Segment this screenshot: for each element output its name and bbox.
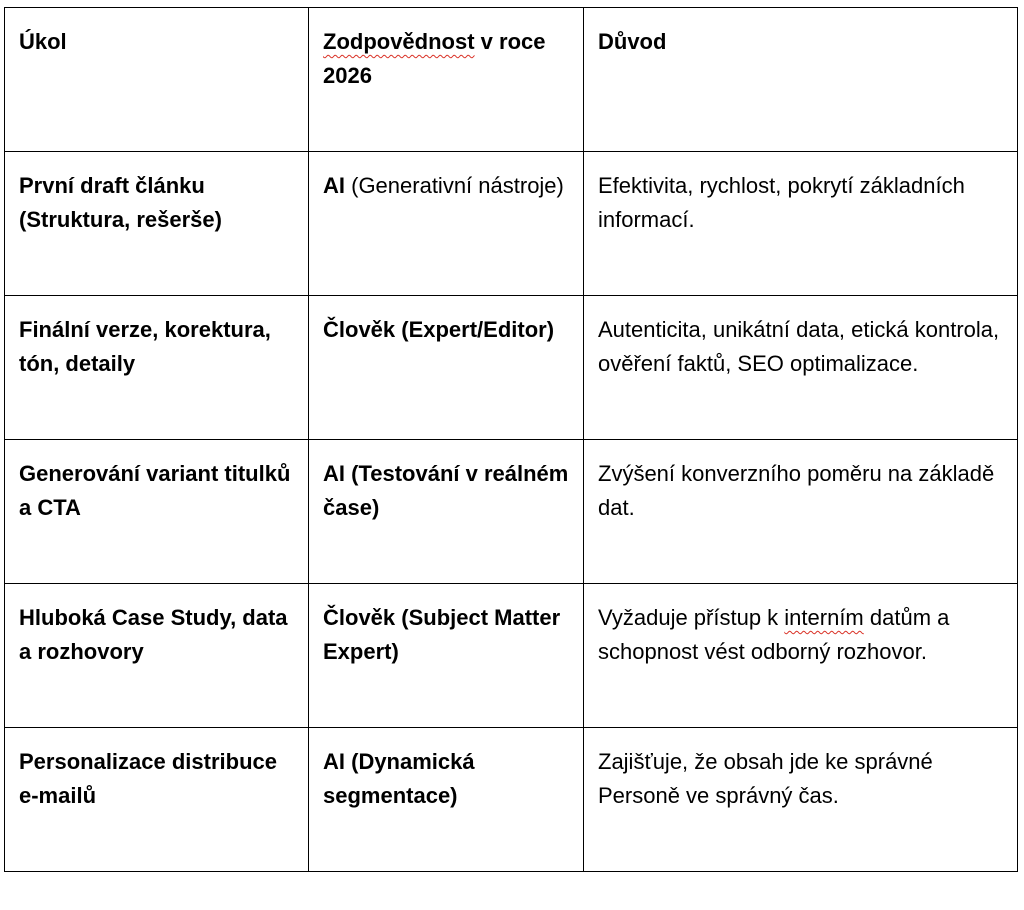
cell-task[interactable]: První draft článku (Struktura, rešerše): [5, 152, 309, 296]
cell-reason[interactable]: Zajišťuje, že obsah jde ke správné Personě ve správný čas.: [584, 728, 1018, 872]
cell-responsibility[interactable]: Člověk (Subject Matter Expert): [309, 584, 584, 728]
table-row: [5, 584, 1018, 728]
cell-responsibility[interactable]: AI (Dynamická segmentace): [309, 728, 584, 872]
table-row: [5, 728, 1018, 872]
header-responsibility[interactable]: Zodpovědnost v roce 2026: [309, 8, 584, 152]
spellcheck-word[interactable]: Zodpovědnost: [323, 29, 475, 54]
table-row: [5, 296, 1018, 440]
cell-reason[interactable]: Vyžaduje přístup k interním datům a schopnost vést odborný rozhovor.: [584, 584, 1018, 728]
table-header-row: [5, 8, 1018, 152]
cell-responsibility[interactable]: AI (Testování v reálném čase): [309, 440, 584, 584]
cell-task[interactable]: Generování variant titulků a CTA: [5, 440, 309, 584]
responsibility-table: [4, 7, 1018, 872]
table-row: [5, 152, 1018, 296]
spellcheck-word[interactable]: interním: [784, 605, 864, 630]
cell-reason[interactable]: Zvýšení konverzního poměru na základě dat.: [584, 440, 1018, 584]
cell-reason[interactable]: Autenticita, unikátní data, etická kontrola, ověření faktů, SEO optimalizace.: [584, 296, 1018, 440]
header-task[interactable]: Úkol: [5, 8, 309, 152]
cell-task[interactable]: Hluboká Case Study, data a rozhovory: [5, 584, 309, 728]
cell-responsibility[interactable]: Člověk (Expert/Editor): [309, 296, 584, 440]
cell-task[interactable]: Finální verze, korektura, tón, detaily: [5, 296, 309, 440]
header-reason[interactable]: Důvod: [584, 8, 1018, 152]
cell-responsibility[interactable]: AI (Generativní nástroje): [309, 152, 584, 296]
cell-reason[interactable]: Efektivita, rychlost, pokrytí základních informací.: [584, 152, 1018, 296]
cell-task[interactable]: Personalizace distribuce e-mailů: [5, 728, 309, 872]
table-row: [5, 440, 1018, 584]
